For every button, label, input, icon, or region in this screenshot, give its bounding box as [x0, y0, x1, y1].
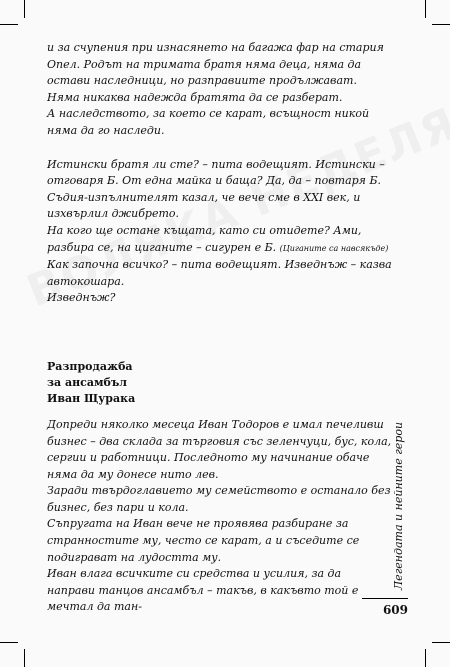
paragraph: Заради твърдоглавието му семейството е останало без бизнес, без пари и кола. — [47, 484, 391, 514]
paragraph: Иван влага всичките си средства и усилия, за да направи танцов ансамбъл – такъв, в какъвто той е мечтал да тан- — [47, 567, 359, 614]
body-text — [47, 40, 392, 616]
crop-mark — [425, 0, 426, 18]
paragraph: Изведнъж? — [47, 291, 116, 305]
paragraph: Съпругата на Иван вече не проявява разбиране за странностите му, често се карат, а и съседите се подиграват на лудостта му. — [47, 517, 360, 564]
heading-line: Иван Щурака — [47, 391, 136, 405]
paragraph — [47, 223, 392, 257]
paragraph: Как започна всичко? – пита водещият. Изведнъж – казва автокошара. — [47, 258, 392, 288]
small-note: (Циганите са навсякъде) — [279, 243, 389, 253]
paragraph: Допреди няколко месеца Иван Тодоров е имал печеливш бизнес – два склада за търговия със зеленчуци, бус, кола, сергии и работници. Последното му начинание обаче няма да му донесе нито лев. — [47, 417, 392, 481]
crop-mark — [432, 24, 450, 25]
page-number: 609 — [382, 603, 408, 617]
heading-line: Разпродажба — [47, 359, 133, 373]
crop-mark — [425, 649, 426, 667]
running-title — [392, 420, 408, 590]
crop-mark — [24, 649, 25, 667]
heading-line: за ансамбъл — [47, 375, 128, 389]
crop-mark — [0, 24, 18, 25]
paragraph: А наследството, за което се карат, всъщност никой няма да го наследи. — [47, 107, 370, 137]
paragraph-text: На кого ще остане къщата, като си отидете? Ами, разбира се, на циганите – сигурен е Б. — [47, 223, 362, 254]
crop-mark — [24, 0, 25, 18]
crop-mark — [432, 642, 450, 643]
running-title-text: Легендата и нейните герои — [392, 421, 405, 590]
paragraph: и за счупения при изнасянето на багажа фар на стария Опел. Родът на тримата братя няма деца, няма да остави наследници, но разправиите продължават. Няма никаква надежда братята да се разберат. — [47, 41, 384, 104]
paragraph: Истински братя ли сте? – пита водещият. Истински – отговаря Б. От една майка и баща? Да, да – повтаря Б. Съдия-изпълнителят казал, че вече сме в XXI век, и изхвърлил джибрето. — [47, 157, 385, 221]
crop-mark — [0, 642, 18, 643]
footer-rule — [362, 598, 408, 599]
section-heading — [47, 359, 392, 407]
